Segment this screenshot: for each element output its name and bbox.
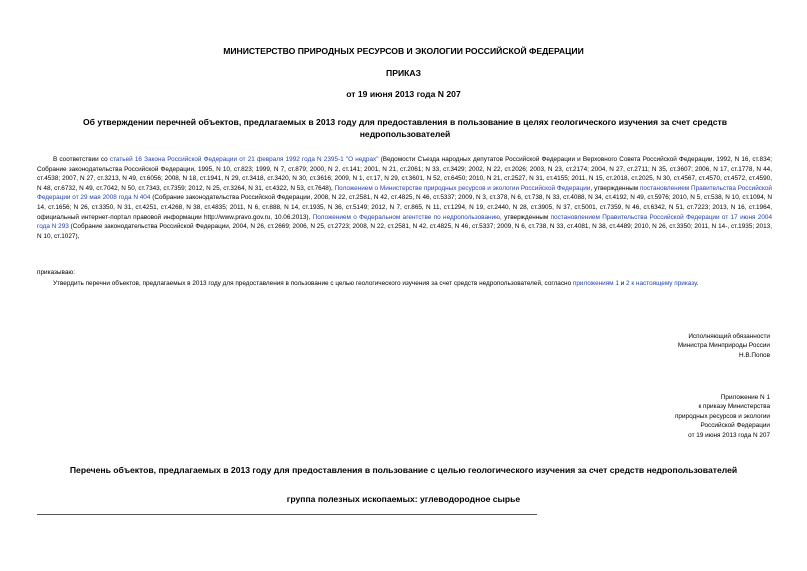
link-appendix-1[interactable]: приложениям 1 — [572, 280, 619, 287]
appendix-line-4: Российской Федерации — [700, 422, 770, 430]
link-regulation-ministry[interactable]: Положением о Министерстве природных ресурсов и экологии Российской Федерации — [334, 184, 591, 192]
preamble-paragraph — [37, 155, 772, 241]
order-text-2: и — [618, 280, 627, 287]
doc-type: ПРИКАЗ — [386, 68, 421, 78]
order-paragraph — [37, 279, 772, 289]
preamble-text-2: (Ведомости Съезда народных депутатов Российской Федерации и Верховного Совета Российской Федерации, 1992, N 16, ст.834; Собрание законодательства Российской Федерации, 1995, N 10, ст.823; 1999, N 7, ст.879; 2000, N 2, ст.141; 2001, N 21, ст.2061; N 33, ст.3429; 2002, N 22, ст.2026; 2003, N 23, ст.2174; 2004, N 27, ст.2711; N 35, ст.3607; 2006, N 17, ст.1778, N 44, ст.4538; 2007, N 27, ст.3213, N 49, ст.6056; 2008, N 18, ст.1941, N 29, ст.3418, ст.3420, N 30, ст.3616; 2009, N 1, ст.17, N 29, ст.3601, N 52, ст.6450; 2010, N 21, ст.2527, N 31, ст.4155; 2011, N 15, ст.2018, ст.2025, N 30, ст.4567, ст.4570, ст.4572, ст.4590, N 48, ст.6732, N 49, ст.7042, N 50, ст.7343, ст.7359; 2012, N 25, ст.3264, N 31, ст.4322, N 53, ст.7648), — [37, 156, 772, 192]
link-resolution-293[interactable]: постановлением Правительства Российской Федерации от 17 июня 2004 года N 293 — [37, 213, 772, 231]
link-law-on-subsoil[interactable]: статьей 16 Закона Российской Федерации от 21 февраля 1992 года N 2395-1 "О недрах" — [109, 156, 379, 163]
doc-date: от 19 июня 2013 года N 207 — [346, 89, 461, 99]
signature-line-1: Исполняющий обязанности — [688, 333, 770, 340]
appendix-line-3: природных ресурсов и экологии — [674, 412, 770, 420]
preamble-text-6: (Собрание законодательства Российской Федерации, 2004, N 26, ст.2669; 2006, N 25, ст.2723; 2008, N 22, ст.2581, N 42, ст.4825, N 46, ст.5337; 2009, N 6, ст.738, N 33, ст.4081, N 38, ст.4489; 2010, N 26, ст.3350; 2011, N 14-, ст.1935; 2013, N 10, ст.1027), — [37, 223, 772, 240]
document-title: Об утверждении перечней объектов, предлагаемых в 2013 году для предоставления в пользование в целях геологического изучения за счет средств недропользователей — [82, 117, 728, 139]
appendix-line-1: Приложение N 1 — [720, 394, 770, 401]
preamble-text-3: , утвержденным — [590, 184, 640, 192]
appendix-header — [675, 393, 770, 440]
preamble-text-5: , утвержденным — [499, 213, 551, 221]
preamble-text-1: В соответствии со — [53, 156, 110, 163]
order-text-3: . — [696, 280, 699, 287]
order-verb: приказываю: — [37, 269, 75, 276]
appendix-line-2: к приказу Министерства — [698, 403, 770, 411]
order-text-1: Утвердить перечни объектов, предлагаемых в 2013 году для предоставления в пользование с целью геологического изучения за счет средств недропользователей, согласно — [53, 280, 573, 287]
list-title: Перечень объектов, предлагаемых в 2013 году для предоставления в пользование с целью геологического изучения за счет средств недропользователей — [69, 465, 738, 475]
appendix-line-5: от 19 июня 2013 года N 207 — [688, 431, 770, 439]
signature-line-3: Н.В.Попов — [739, 351, 770, 359]
link-appendix-2[interactable]: 2 к настоящему приказу — [626, 280, 697, 287]
ministry-name: МИНИСТЕРСТВО ПРИРОДНЫХ РЕСУРСОВ И ЭКОЛОГИИ РОССИЙСКОЙ ФЕДЕРАЦИИ — [223, 46, 584, 56]
link-regulation-agency[interactable]: Положением о Федеральном агентстве по недропользованию — [312, 213, 500, 221]
mineral-group-heading: группа полезных ископаемых: углеводородное сырье — [286, 494, 521, 504]
preamble-text-4: (Собрание законодательства Российской Федерации, 2008, N 22, ст.2581, N 42, ст.4825, N 46, ст.5337; 2009, N 3, ст.378, N 6, ст.738, N 33, ст.4088, N 34, ст.4192, N 49, ст.5976; 2010, N 5, ст.538, N 10, ст.1094, N 14, ст.1656; N 26, ст.3350, N 31, ст.4251, ст.4268, N 38, ст.4835; 2011, N 6, ст.888, N 14, ст.1935, N 36, ст.5149; 2012, N 7, ст.865, N 11, ст.1294, N 19, ст.2440, N 28, ст.3905, N 37, ст.5001, ст.7359, N 46, ст.6342, N 51, ст.7223; 2013, N 16, ст.1964, официальный интернет-портал правовой информации http://www.pravo.gov.ru, 10.06.2013), — [37, 194, 772, 221]
signature-block — [678, 332, 770, 360]
table-top-rule — [37, 514, 537, 515]
signature-line-2: Министра Минприроды России — [677, 342, 770, 350]
link-resolution-404[interactable]: постановлением Правительства Российской Федерации от 29 мая 2008 года N 404 — [37, 184, 772, 202]
